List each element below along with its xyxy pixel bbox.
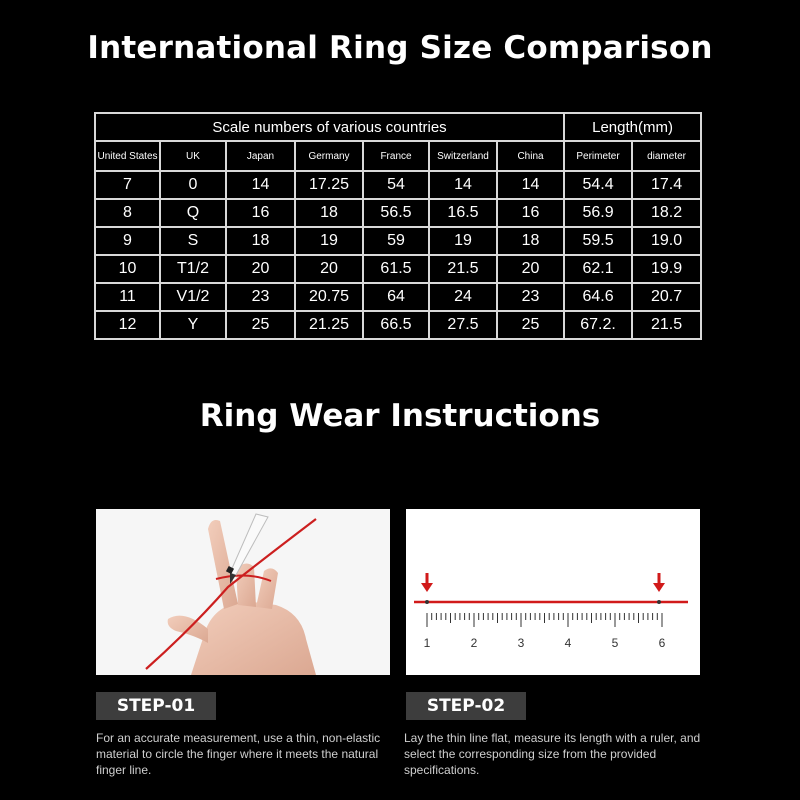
table-cell: 25 bbox=[497, 311, 564, 339]
ruler-number: 2 bbox=[470, 636, 478, 650]
table-cell: 64.6 bbox=[564, 283, 632, 311]
table-cell: 8 bbox=[95, 199, 160, 227]
table-cell: 18 bbox=[295, 199, 363, 227]
table-cell: 18.2 bbox=[632, 199, 701, 227]
scale-group-header: Scale numbers of various countries bbox=[95, 113, 564, 141]
table-cell: 54.4 bbox=[564, 171, 632, 199]
table-cell: 12 bbox=[95, 311, 160, 339]
table-cell: 20 bbox=[226, 255, 295, 283]
length-group-header: Length(mm) bbox=[564, 113, 701, 141]
table-cell: 20 bbox=[295, 255, 363, 283]
page-title: International Ring Size Comparison bbox=[87, 30, 713, 66]
table-cell: Q bbox=[160, 199, 226, 227]
column-header: Switzerland bbox=[429, 141, 497, 171]
table-cell: 64 bbox=[363, 283, 429, 311]
table-cell: 21.5 bbox=[429, 255, 497, 283]
table-cell: 16 bbox=[226, 199, 295, 227]
table-cell: 54 bbox=[363, 171, 429, 199]
table-cell: 25 bbox=[226, 311, 295, 339]
column-header: France bbox=[363, 141, 429, 171]
column-header: UK bbox=[160, 141, 226, 171]
table-cell: 17.25 bbox=[295, 171, 363, 199]
table-row bbox=[95, 171, 701, 199]
table-cell: 18 bbox=[497, 227, 564, 255]
table-cell: 21.5 bbox=[632, 311, 701, 339]
table-row bbox=[95, 199, 701, 227]
table-cell: 21.25 bbox=[295, 311, 363, 339]
table-cell: 24 bbox=[429, 283, 497, 311]
table-cell: 56.9 bbox=[564, 199, 632, 227]
table-cell: 14 bbox=[497, 171, 564, 199]
table-cell: 18 bbox=[226, 227, 295, 255]
step-01-badge: STEP-01 bbox=[96, 692, 216, 720]
table-cell: V1/2 bbox=[160, 283, 226, 311]
table-cell: 66.5 bbox=[363, 311, 429, 339]
table-cell: 19.0 bbox=[632, 227, 701, 255]
column-header: United States bbox=[95, 141, 160, 171]
column-header: Perimeter bbox=[564, 141, 632, 171]
step-01-description: For an accurate measurement, use a thin, non-elastic material to circle the finger where it meets the natural finger line. bbox=[96, 731, 381, 777]
table-cell: 20.75 bbox=[295, 283, 363, 311]
table-row bbox=[95, 283, 701, 311]
table-cell: 23 bbox=[497, 283, 564, 311]
step-02-badge: STEP-02 bbox=[406, 692, 526, 720]
ruler-illustration bbox=[406, 509, 700, 675]
column-header: Japan bbox=[226, 141, 295, 171]
table-cell: T1/2 bbox=[160, 255, 226, 283]
table-cell: 27.5 bbox=[429, 311, 497, 339]
ruler-number: 6 bbox=[658, 636, 666, 650]
table-group-header-row bbox=[95, 113, 701, 141]
ruler-measurement-image bbox=[406, 509, 700, 675]
table-cell: 19 bbox=[295, 227, 363, 255]
table-cell: 19.9 bbox=[632, 255, 701, 283]
table-cell: 56.5 bbox=[363, 199, 429, 227]
table-cell: 11 bbox=[95, 283, 160, 311]
table-cell: Y bbox=[160, 311, 226, 339]
table-cell: 14 bbox=[429, 171, 497, 199]
table-cell: 19 bbox=[429, 227, 497, 255]
table-cell: 10 bbox=[95, 255, 160, 283]
instructions-title: Ring Wear Instructions bbox=[199, 398, 601, 434]
table-cell: 9 bbox=[95, 227, 160, 255]
table-cell: 62.1 bbox=[564, 255, 632, 283]
table-cell: 67.2. bbox=[564, 311, 632, 339]
ruler-number: 4 bbox=[564, 636, 572, 650]
table-cell: 20 bbox=[497, 255, 564, 283]
table-cell: 23 bbox=[226, 283, 295, 311]
table-row bbox=[95, 311, 701, 339]
table-row bbox=[95, 255, 701, 283]
table-column-header-row bbox=[95, 141, 701, 171]
column-header: diameter bbox=[632, 141, 701, 171]
ruler-number: 1 bbox=[423, 636, 431, 650]
table-cell: 16.5 bbox=[429, 199, 497, 227]
table-cell: 61.5 bbox=[363, 255, 429, 283]
ring-size-table bbox=[94, 112, 702, 340]
hand-illustration bbox=[96, 509, 390, 675]
table-cell: 16 bbox=[497, 199, 564, 227]
table-cell: 17.4 bbox=[632, 171, 701, 199]
table-cell: 59.5 bbox=[564, 227, 632, 255]
hand-measurement-image bbox=[96, 509, 390, 675]
ruler-number: 3 bbox=[517, 636, 525, 650]
step-02-description: Lay the thin line flat, measure its length with a ruler, and select the corresponding size from the provided specifications. bbox=[404, 731, 701, 777]
table-row bbox=[95, 227, 701, 255]
column-header: China bbox=[497, 141, 564, 171]
table-cell: 59 bbox=[363, 227, 429, 255]
table-cell: 0 bbox=[160, 171, 226, 199]
table-cell: 14 bbox=[226, 171, 295, 199]
ruler-number: 5 bbox=[611, 636, 619, 650]
table-cell: 7 bbox=[95, 171, 160, 199]
table-cell: 20.7 bbox=[632, 283, 701, 311]
table-cell: S bbox=[160, 227, 226, 255]
column-header: Germany bbox=[295, 141, 363, 171]
